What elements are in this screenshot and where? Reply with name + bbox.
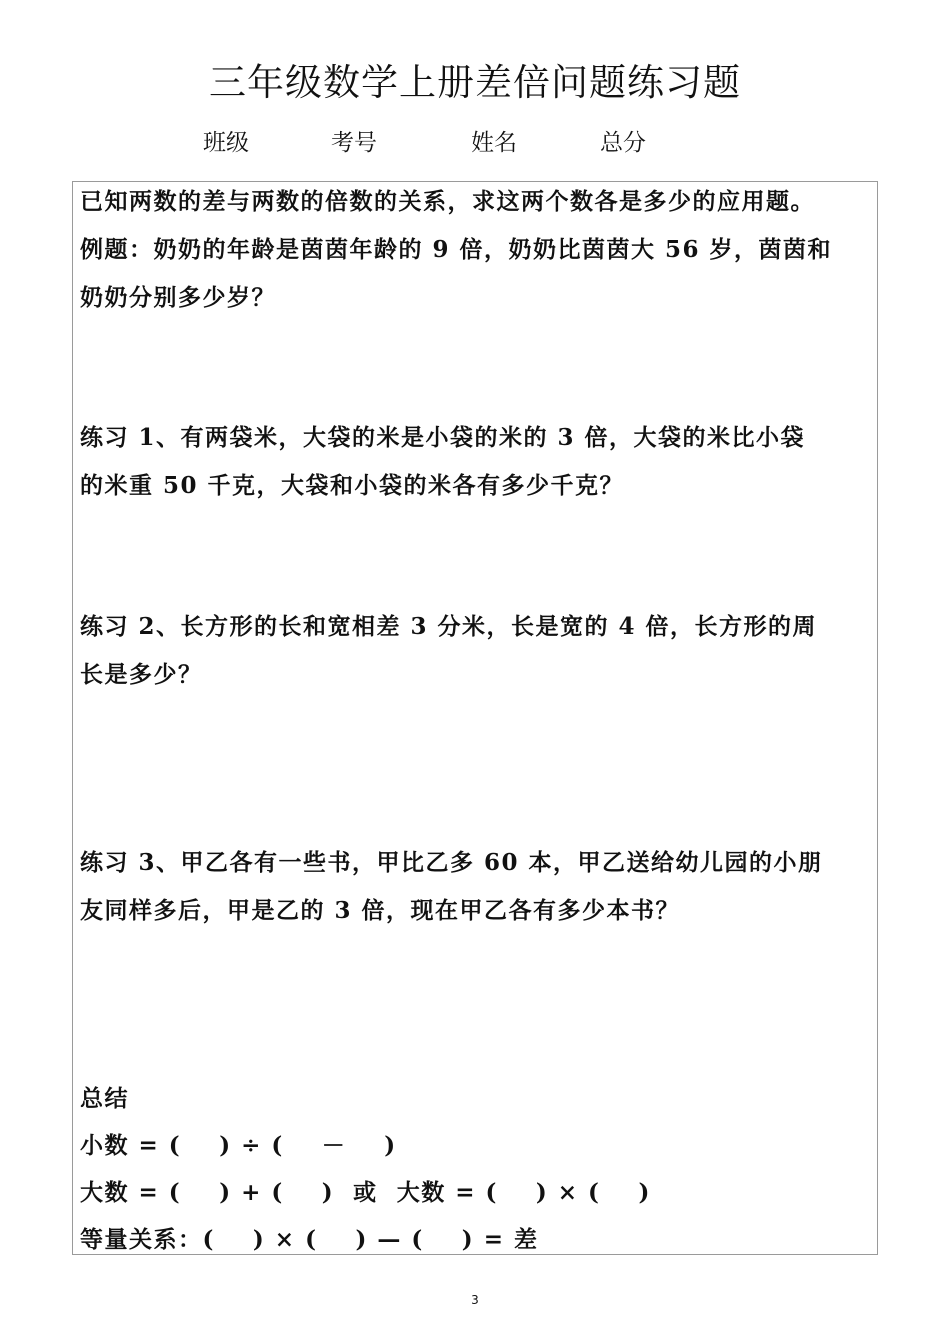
example-line-2: 奶奶分别多少岁？: [80, 284, 276, 311]
class-label: 班级: [203, 130, 249, 156]
example-line-1: 例题：奶奶的年龄是茵茵年龄的 9 倍，奶奶比茵茵大 56 岁，茵茵和: [80, 236, 833, 263]
summary-heading: 总结: [80, 1085, 129, 1112]
summary-small-number-formula: 小数 = ( ) ÷ ( － ): [80, 1132, 397, 1159]
exercise-2-line-2: 长是多少？: [80, 661, 203, 688]
page-title: 三年级数学上册差倍问题练习题: [209, 61, 741, 104]
exercise-3-line-1: 练习 3、甲乙各有一些书，甲比乙多 60 本，甲乙送给幼儿园的小朋: [80, 849, 823, 876]
exercise-3-line-2: 友同样多后，甲是乙的 3 倍，现在甲乙各有多少本书？: [80, 897, 681, 924]
page-number: 3: [471, 1293, 479, 1307]
worksheet-frame: [72, 181, 878, 1255]
exercise-1-line-1: 练习 1、有两袋米，大袋的米是小袋的米的 3 倍，大袋的米比小袋: [80, 424, 806, 451]
summary-equivalence-relation: 等量关系：( ) × ( ) — ( ) = 差: [80, 1226, 539, 1253]
exercise-2-line-1: 练习 2、长方形的长和宽相差 3 分米，长是宽的 4 倍，长方形的周: [80, 613, 818, 640]
name-label: 姓名: [471, 130, 517, 156]
exam-number-label: 考号: [331, 130, 377, 156]
summary-large-number-formula: 大数 = ( ) + ( ) 或 大数 = ( ) × ( ): [80, 1179, 651, 1206]
total-score-label: 总分: [600, 130, 646, 156]
intro-definition: 已知两数的差与两数的倍数的关系，求这两个数各是多少的应用题。: [80, 188, 815, 215]
exercise-1-line-2: 的米重 50 千克，大袋和小袋的米各有多少千克？: [80, 472, 625, 499]
